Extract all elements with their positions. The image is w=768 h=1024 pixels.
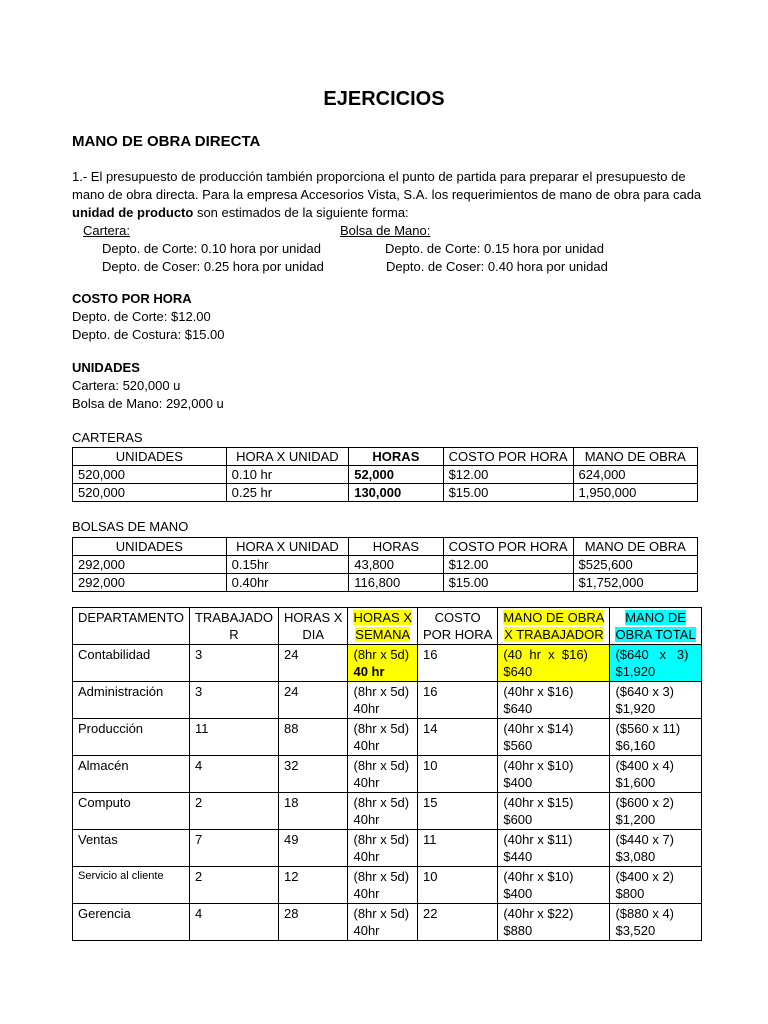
table-cell: 0.25 hr [226, 484, 349, 502]
header-text: TRABAJADO [194, 610, 273, 625]
table-cell: 43,800 [349, 556, 443, 574]
hxd-cell: 18 [278, 793, 348, 830]
unidades-block [72, 359, 224, 413]
table-row [73, 682, 702, 719]
unidades-heading: UNIDADES [72, 360, 140, 375]
page-title: EJERCICIOS [323, 88, 445, 110]
mot-cell [498, 830, 610, 867]
table-row [73, 867, 702, 904]
hxs-formula: (8hr x 5d) [353, 758, 410, 773]
mot-value: $560 [503, 738, 533, 753]
hxs-formula: (8hr x 5d) [353, 869, 410, 884]
dep-cell: Administración [73, 682, 190, 719]
intro-line-2: mano de obra directa. Para la empresa Accesorios Vista, S.A. los requerimientos de mano de obra para cada [72, 187, 702, 202]
mtot-cell [610, 867, 701, 904]
table-row [73, 830, 702, 867]
header-text: COSTO [434, 610, 481, 625]
mtot-formula: ($400 x 2) [615, 869, 675, 884]
header-text: X TRABAJADOR [504, 627, 604, 642]
mot-value: $880 [503, 923, 533, 938]
table-cell: 0.15hr [226, 556, 349, 574]
hxs-value: 40hr [353, 775, 380, 790]
mtot-value: $1,920 [615, 701, 656, 716]
table-header-row [73, 448, 698, 466]
table-row [73, 484, 698, 502]
header-text: POR HORA [423, 627, 493, 642]
table-row [73, 645, 702, 682]
hxd-cell: 49 [278, 830, 348, 867]
unidades-bolsa: Bolsa de Mano: 292,000 u [72, 396, 224, 411]
header-text: HORAS X [283, 610, 343, 625]
mtot-cell [610, 904, 701, 941]
header-cell: HORA X UNIDAD [226, 538, 349, 556]
mot-cell [498, 645, 610, 682]
table-cell: 292,000 [73, 556, 227, 574]
mtot-cell [610, 793, 701, 830]
table-cell: 130,000 [349, 484, 443, 502]
trab-cell: 7 [189, 830, 278, 867]
header-cell: UNIDADES [73, 538, 227, 556]
hxd-cell: 28 [278, 904, 348, 941]
hxs-formula: (8hr x 5d) [353, 906, 410, 921]
dep-cell: Computo [73, 793, 190, 830]
header-text: DIA [302, 627, 325, 642]
header-text: OBRA TOTAL [615, 627, 696, 642]
hxs-formula: (8hr x 5d) [353, 721, 410, 736]
mot-value: $400 [503, 886, 533, 901]
cartera-coser: Depto. de Coser: 0.25 hora por unidad [102, 259, 324, 274]
mtot-value: $3,080 [615, 849, 656, 864]
header-cell: HORA X UNIDAD [226, 448, 349, 466]
hxs-cell [348, 830, 418, 867]
mtot-cell [610, 756, 701, 793]
mtot-value: $1,200 [615, 812, 656, 827]
mot-value: $400 [503, 775, 533, 790]
carteras-label: CARTERAS [72, 430, 143, 445]
table-cell: 52,000 [349, 466, 443, 484]
table-cell: $12.00 [443, 556, 573, 574]
hxd-cell: 24 [278, 682, 348, 719]
cph-cell: 11 [418, 830, 498, 867]
cph-cell: 10 [418, 756, 498, 793]
mtot-cell [610, 830, 701, 867]
hxd-cell: 24 [278, 645, 348, 682]
bolsa-requirements [340, 222, 608, 276]
header-cell: HORAS [349, 448, 443, 466]
table-row [73, 793, 702, 830]
intro-paragraph [72, 168, 701, 222]
header-text: R [229, 627, 239, 642]
table-row [73, 719, 702, 756]
dep-cell: Almacén [73, 756, 190, 793]
mot-formula: (40hr x $10) [503, 758, 574, 773]
header-text: DEPARTAMENTO [78, 610, 184, 625]
cartera-corte: Depto. de Corte: 0.10 hora por unidad [102, 241, 321, 256]
trab-cell: 4 [189, 904, 278, 941]
hxd-cell: 88 [278, 719, 348, 756]
header-costo-hora [418, 608, 498, 645]
mot-cell [498, 756, 610, 793]
mot-formula: (40hr x $22) [503, 906, 574, 921]
hxs-value: 40 hr [353, 664, 385, 679]
hxs-formula: (8hr x 5d) [353, 832, 410, 847]
trab-cell: 2 [189, 793, 278, 830]
costo-corte: Depto. de Corte: $12.00 [72, 309, 211, 324]
trab-cell: 2 [189, 867, 278, 904]
table-cell: $525,600 [573, 556, 697, 574]
hxs-cell [348, 904, 418, 941]
dep-cell: Ventas [73, 830, 190, 867]
dep-cell: Servicio al cliente [73, 867, 190, 904]
dep-cell: Contabilidad [73, 645, 190, 682]
hxs-value: 40hr [353, 886, 380, 901]
mtot-value: $1,600 [615, 775, 656, 790]
table-cell: 0.10 hr [226, 466, 349, 484]
mtot-cell [610, 682, 701, 719]
trab-cell: 3 [189, 682, 278, 719]
header-horas-dia [278, 608, 348, 645]
cartera-requirements [83, 222, 324, 276]
mtot-formula: ($640 x 3) [615, 647, 689, 662]
hxd-cell: 12 [278, 867, 348, 904]
header-cell: HORAS [349, 538, 443, 556]
hxs-value: 40hr [353, 849, 380, 864]
mot-cell [498, 867, 610, 904]
trab-cell: 3 [189, 645, 278, 682]
header-cell: MANO DE OBRA [573, 448, 697, 466]
header-horas-semana [348, 608, 418, 645]
cph-cell: 22 [418, 904, 498, 941]
header-departamento [73, 608, 190, 645]
table-cell: 0.40hr [226, 574, 349, 592]
table-cell: 116,800 [349, 574, 443, 592]
mot-cell [498, 682, 610, 719]
mot-value: $640 [503, 701, 533, 716]
mtot-value: $6,160 [615, 738, 656, 753]
costo-por-hora-heading: COSTO POR HORA [72, 291, 192, 306]
header-text: MANO DE [625, 610, 686, 625]
mot-formula: (40hr x $15) [503, 795, 574, 810]
mot-cell [498, 719, 610, 756]
hxs-cell [348, 756, 418, 793]
header-cell: UNIDADES [73, 448, 227, 466]
header-cell: COSTO POR HORA [443, 538, 573, 556]
table-row [73, 556, 698, 574]
intro-bold-phrase: unidad de producto [72, 205, 194, 220]
table-row [73, 574, 698, 592]
hxs-cell [348, 645, 418, 682]
hxs-cell [348, 867, 418, 904]
dep-cell: Gerencia [73, 904, 190, 941]
bolsa-label: Bolsa de Mano: [340, 223, 431, 238]
mot-formula: (40hr x $10) [503, 869, 574, 884]
header-mano-obra-total [610, 608, 701, 645]
mtot-formula: ($560 x 11) [615, 721, 681, 736]
header-cell: MANO DE OBRA [573, 538, 697, 556]
dep-cell: Producción [73, 719, 190, 756]
table-row [73, 756, 702, 793]
bolsas-label: BOLSAS DE MANO [72, 519, 189, 534]
hxs-cell [348, 719, 418, 756]
mtot-formula: ($400 x 4) [615, 758, 675, 773]
cph-cell: 16 [418, 645, 498, 682]
bolsa-corte: Depto. de Corte: 0.15 hora por unidad [385, 241, 604, 256]
hxs-value: 40hr [353, 738, 380, 753]
cph-cell: 15 [418, 793, 498, 830]
hxs-value: 40hr [353, 812, 380, 827]
costo-costura: Depto. de Costura: $15.00 [72, 327, 225, 342]
mtot-value: $3,520 [615, 923, 656, 938]
table-row [73, 904, 702, 941]
mot-formula: (40hr x $14) [503, 721, 574, 736]
header-text: HORAS X [353, 610, 412, 625]
hxs-value: 40hr [353, 923, 380, 938]
hxs-formula: (8hr x 5d) [353, 647, 410, 662]
table-cell: 1,950,000 [573, 484, 697, 502]
header-trabajador [189, 608, 278, 645]
trab-cell: 11 [189, 719, 278, 756]
cartera-label: Cartera: [83, 223, 130, 238]
mot-formula: (40 hr x $16) [503, 647, 588, 662]
section-title: MANO DE OBRA DIRECTA [72, 133, 261, 150]
mtot-formula: ($640 x 3) [615, 684, 675, 699]
header-text: SEMANA [355, 627, 411, 642]
header-mano-obra-trabajador [498, 608, 610, 645]
hxs-cell [348, 682, 418, 719]
table-row [73, 466, 698, 484]
intro-line-1: 1.- El presupuesto de producción también proporciona el punto de partida para preparar el presupuesto de [72, 169, 686, 184]
table-cell: 624,000 [573, 466, 697, 484]
carteras-table [72, 447, 698, 502]
cph-cell: 16 [418, 682, 498, 719]
mtot-cell [610, 645, 701, 682]
trab-cell: 4 [189, 756, 278, 793]
costo-por-hora-block [72, 290, 225, 344]
table-cell: $15.00 [443, 484, 573, 502]
header-cell: COSTO POR HORA [443, 448, 573, 466]
mot-formula: (40hr x $11) [503, 832, 573, 847]
departamentos-table [72, 607, 702, 941]
mot-value: $640 [503, 664, 533, 679]
table-cell: $15.00 [443, 574, 573, 592]
header-text: MANO DE OBRA [503, 610, 605, 625]
table-header-row [73, 538, 698, 556]
mot-value: $600 [503, 812, 533, 827]
cph-cell: 10 [418, 867, 498, 904]
table-cell: 520,000 [73, 466, 227, 484]
mot-formula: (40hr x $16) [503, 684, 574, 699]
cph-cell: 14 [418, 719, 498, 756]
mtot-cell [610, 719, 701, 756]
mtot-value: $1,920 [615, 664, 656, 679]
bolsa-coser: Depto. de Coser: 0.40 hora por unidad [386, 259, 608, 274]
hxs-formula: (8hr x 5d) [353, 684, 410, 699]
mot-cell [498, 793, 610, 830]
mot-value: $440 [503, 849, 533, 864]
intro-line-3 [72, 204, 701, 222]
table-cell: $1,752,000 [573, 574, 697, 592]
mtot-formula: ($600 x 2) [615, 795, 675, 810]
intro-line-3-rest: son estimados de la siguiente forma: [193, 205, 409, 220]
hxd-cell: 32 [278, 756, 348, 793]
table-cell: $12.00 [443, 466, 573, 484]
bolsas-table [72, 537, 698, 592]
table-header-row [73, 608, 702, 645]
unidades-cartera: Cartera: 520,000 u [72, 378, 181, 393]
hxs-cell [348, 793, 418, 830]
table-cell: 292,000 [73, 574, 227, 592]
table-cell: 520,000 [73, 484, 227, 502]
mtot-formula: ($880 x 4) [615, 906, 675, 921]
mot-cell [498, 904, 610, 941]
hxs-value: 40hr [353, 701, 380, 716]
mtot-formula: ($440 x 7) [615, 832, 675, 847]
mtot-value: $800 [615, 886, 645, 901]
hxs-formula: (8hr x 5d) [353, 795, 410, 810]
